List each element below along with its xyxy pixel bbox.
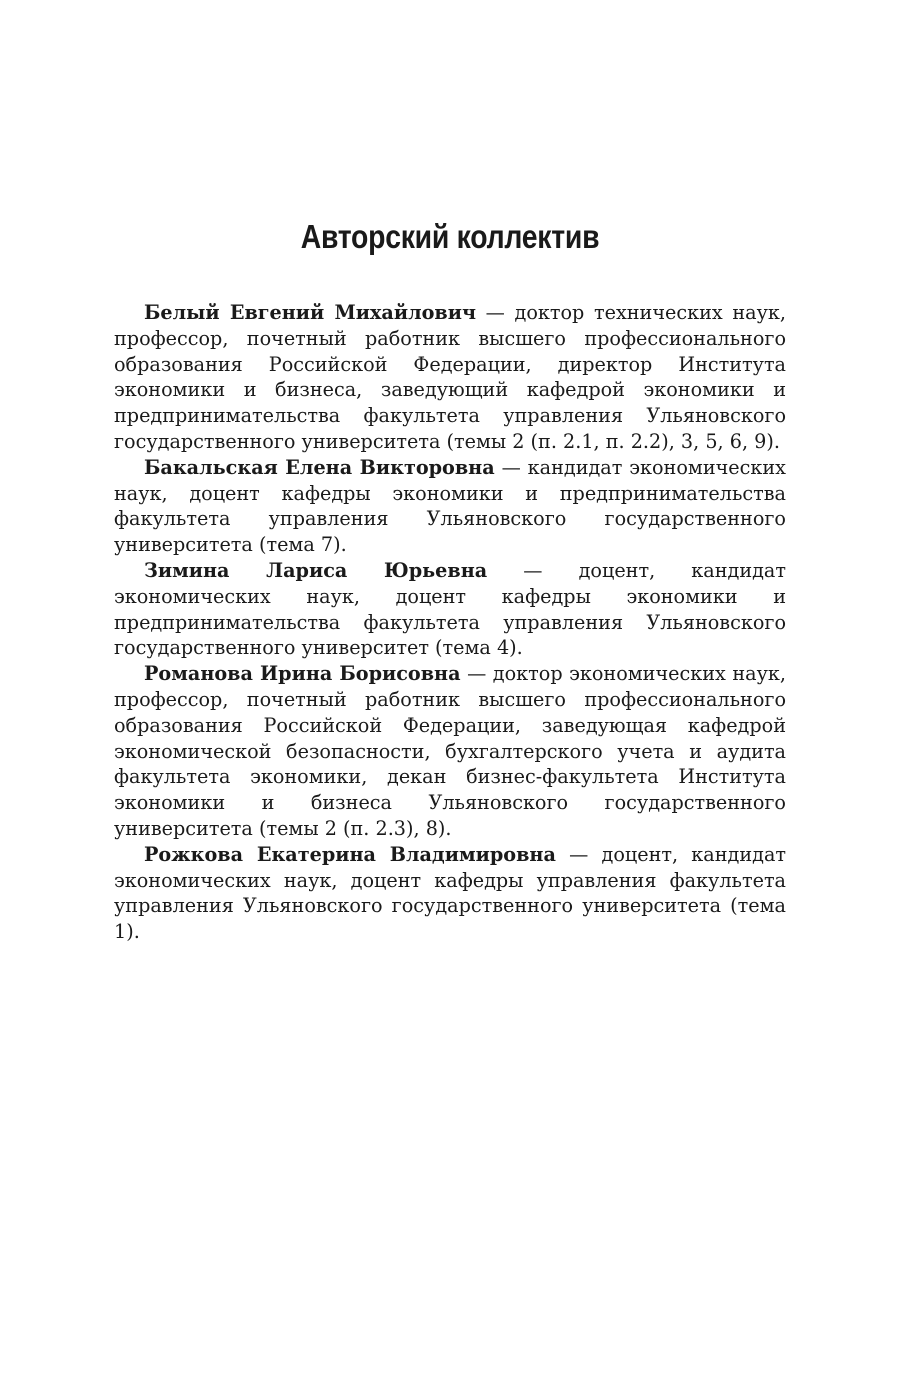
author-entry	[114, 558, 786, 661]
author-description: — кандидат экономических наук, доцент кафедры экономики и предпринимательства факультета управления Ульяновского государственного университета (тема 7).	[114, 455, 786, 557]
authors-list	[114, 300, 786, 945]
author-entry	[114, 661, 786, 842]
author-description: — доцент, кандидат экономических наук, доцент кафедры экономики и предпринимательства факультета управления Ульяновского государственного университет (тема 4).	[114, 558, 786, 660]
author-description: — доктор технических наук, профессор, почетный работник высшего профессионального образования Российской Федерации, директор Института экономики и бизнеса, заведующий кафедрой экономики и предпринимательства факультета управления Ульяновского государственного университета (темы 2 (п. 2.1, п. 2.2), 3, 5, 6, 9).	[114, 301, 786, 453]
page-title: Авторский коллектив	[300, 218, 600, 255]
author-description: — доцент, кандидат экономических наук, доцент кафедры управления факультета управления Ульяновского государственного университета (тема 1).	[114, 842, 786, 944]
author-description: — доктор экономических наук, профессор, почетный работник высшего профессионального образования Российской Федерации, заведующая кафедрой экономической безопасности, бухгалтерского учета и аудита факультета экономики, декан бизнес-факультета Института экономики и бизнеса Ульяновского государственного университета (темы 2 (п. 2.3), 8).	[114, 662, 786, 840]
author-name: Романова Ирина Борисовна	[144, 662, 461, 686]
author-entry	[114, 842, 786, 945]
author-name: Рожкова Екатерина Владимировна	[144, 842, 556, 866]
author-name: Белый Евгений Михайлович	[144, 301, 477, 324]
author-name: Бакальская Елена Викторовна	[144, 455, 495, 479]
author-name: Зимина Лариса Юрьевна	[144, 558, 488, 582]
author-entry	[114, 300, 786, 455]
author-entry	[114, 455, 786, 558]
